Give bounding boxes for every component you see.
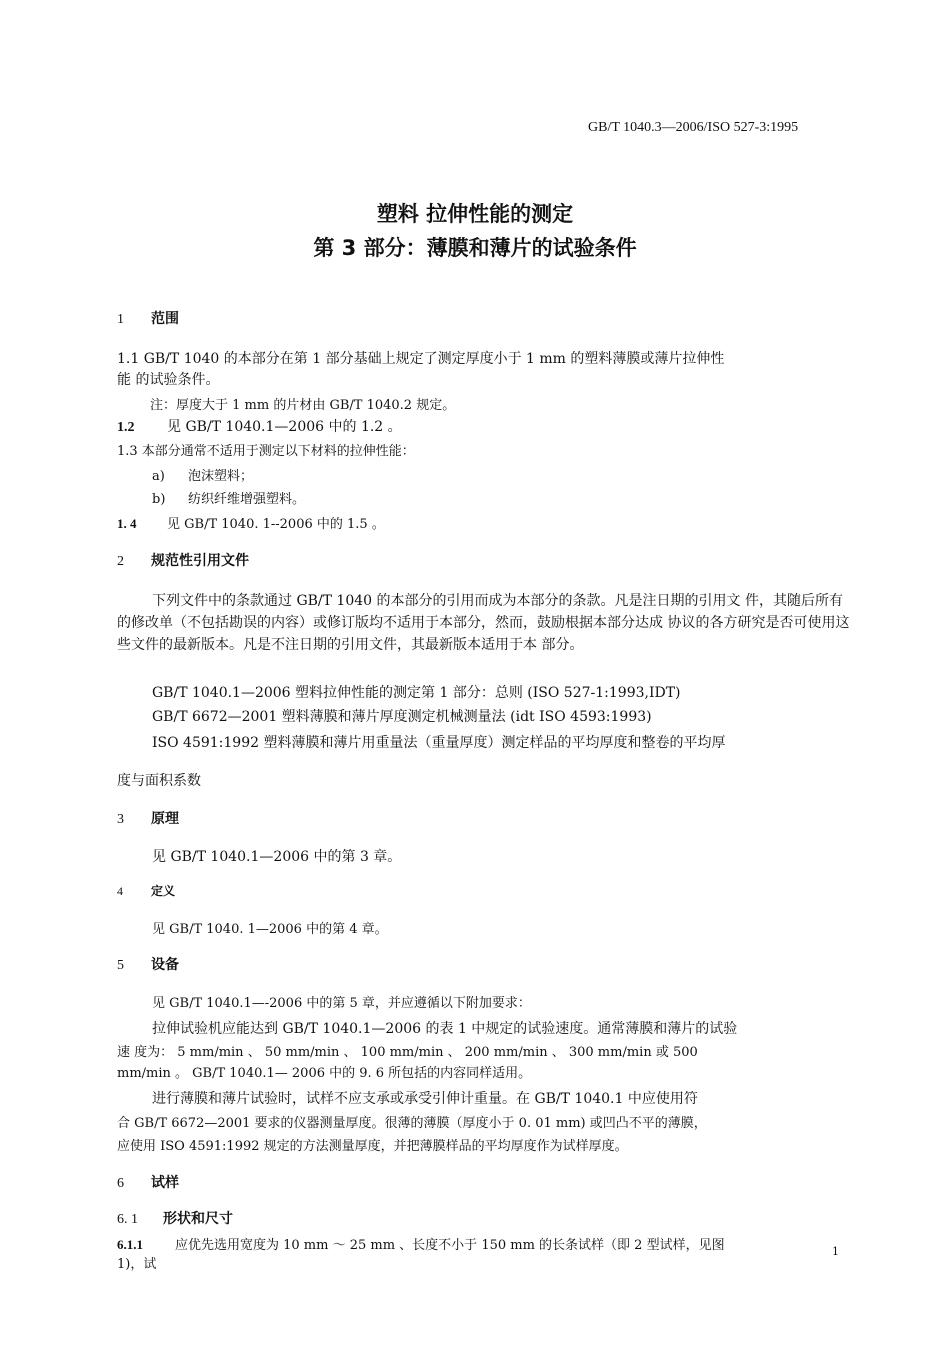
reference-item-cont: 度与面积系数 bbox=[117, 773, 201, 789]
clause-1-3: 1.3 本部分通常不适用于测定以下材料的拉伸性能： bbox=[117, 444, 415, 459]
section-4-heading bbox=[117, 882, 175, 899]
section-2-paragraph: 下列文件中的条款通过 GB/T 1040 的本部分的引用而成为本部分的条款。凡是注日期的引用文 件，其随后所有的修改单（不包括勘误的内容）或修订版均不适用于本部分，然而，鼓励根据本部分达成 协议的各方研究是否可使用这些文件的最新版本。凡是不注日期的引用文件，其最新版本适用于本 部分。 bbox=[117, 593, 850, 653]
list-text: 泡沫塑料； bbox=[188, 469, 254, 484]
section-number: 1 bbox=[117, 312, 124, 327]
clause-text: 应优先选用宽度为 10 mm ～ 25 mm 、长度不小于 150 mm 的长条试样（即 2 型试样，见图 bbox=[175, 1238, 725, 1253]
section-3-text: 见 GB/T 1040.1—2006 中的第 3 章。 bbox=[152, 849, 402, 865]
note-1: 注：厚度大于 1 mm 的片材由 GB/T 1040.2 规定。 bbox=[150, 398, 456, 413]
section-5-paragraph-2-cont: 速 度为： 5 mm/min 、 50 mm/min 、 100 mm/min 、 200 mm/min 、 300 mm/min 或 500 bbox=[117, 1045, 698, 1060]
reference-item: GB/T 1040.1—2006 塑料拉伸性能的测定第 1 部分：总则 (ISO 527-1:1993,IDT) bbox=[152, 685, 681, 701]
standard-code-header: GB/T 1040.3—2006/ISO 527-3:1995 bbox=[588, 120, 799, 135]
section-number: 2 bbox=[117, 554, 124, 569]
clause-number: 1.2 bbox=[117, 420, 135, 435]
section-3-heading bbox=[117, 808, 179, 828]
clause-text: 见 GB/T 1040.1—2006 中的 1.2 。 bbox=[167, 419, 402, 435]
section-title: 试样 bbox=[151, 1175, 179, 1191]
section-5-heading bbox=[117, 954, 179, 974]
clause-number: 6.1.1 bbox=[117, 1237, 143, 1252]
page-number: 1 bbox=[832, 1245, 839, 1258]
section-6-heading bbox=[117, 1172, 179, 1192]
section-title: 定义 bbox=[151, 884, 176, 898]
section-title: 原理 bbox=[151, 811, 179, 827]
document-title-line2: 第 3 部分：薄膜和薄片的试验条件 bbox=[313, 236, 637, 260]
list-item bbox=[152, 465, 253, 484]
section-number: 6 bbox=[117, 1176, 124, 1191]
section-5-paragraph-1: 见 GB/T 1040.1—-2006 中的第 5 章，并应遵循以下附加要求： bbox=[152, 996, 531, 1011]
section-title: 范围 bbox=[151, 311, 179, 327]
section-5-paragraph-2-cont: mm/min 。 GB/T 1040.1— 2006 中的 9. 6 所包括的内容同样适用。 bbox=[117, 1066, 532, 1081]
section-number: 5 bbox=[117, 958, 124, 973]
clause-number: 1. 4 bbox=[117, 516, 137, 531]
section-number: 4 bbox=[117, 884, 123, 898]
reference-item: GB/T 6672—2001 塑料薄膜和薄片厚度测定机械测量法 (idt ISO 4593:1993) bbox=[152, 709, 652, 725]
section-2-heading bbox=[117, 550, 249, 570]
section-title: 设备 bbox=[151, 957, 179, 973]
section-title: 规范性引用文件 bbox=[151, 553, 249, 569]
clause-1-1: 1.1 GB/T 1040 的本部分在第 1 部分基础上规定了测定厚度小于 1 mm 的塑料薄膜或薄片拉伸性 bbox=[117, 351, 725, 367]
subsection-6-1-heading bbox=[117, 1208, 233, 1228]
section-number: 3 bbox=[117, 812, 124, 827]
clause-1-4 bbox=[117, 513, 385, 532]
section-1-heading bbox=[117, 308, 179, 328]
clause-1-1-cont: 能 的试验条件。 bbox=[117, 372, 220, 388]
section-4-text: 见 GB/T 1040. 1—2006 中的第 4 章。 bbox=[152, 922, 388, 937]
section-number: 6. 1 bbox=[117, 1212, 138, 1227]
section-5-paragraph-3-cont: 应使用 ISO 4591:1992 规定的方法测量厚度，并把薄膜样品的平均厚度作为试样厚度。 bbox=[117, 1139, 628, 1154]
section-5-paragraph-3: 进行薄膜和薄片试验时，试样不应支承或承受引伸计重量。在 GB/T 1040.1 中应使用符 bbox=[152, 1091, 698, 1107]
section-5-paragraph-3-cont: 合 GB/T 6672—2001 要求的仪器测量厚度。很薄的薄膜（厚度小于 0. 01 mm) 或凹凸不平的薄膜， bbox=[117, 1116, 707, 1131]
list-item bbox=[152, 488, 305, 507]
clause-6-1-1 bbox=[117, 1234, 725, 1253]
document-title-line1: 塑料 拉伸性能的测定 bbox=[376, 202, 574, 226]
section-title: 形状和尺寸 bbox=[163, 1211, 233, 1227]
list-text: 纺织纤维增强塑料。 bbox=[188, 492, 306, 507]
reference-item: ISO 4591:1992 塑料薄膜和薄片用重量法（重量厚度）测定样品的平均厚度和整卷的平均厚 bbox=[152, 735, 726, 751]
list-marker: a) bbox=[152, 469, 165, 484]
clause-text: 见 GB/T 1040. 1--2006 中的 1.5 。 bbox=[167, 517, 385, 532]
list-marker: b) bbox=[152, 492, 166, 507]
clause-1-2 bbox=[117, 416, 402, 436]
section-5-paragraph-2: 拉伸试验机应能达到 GB/T 1040.1—2006 的表 1 中规定的试验速度。通常薄膜和薄片的试验 bbox=[152, 1021, 738, 1037]
clause-6-1-1-cont: 1)，试 bbox=[117, 1257, 157, 1272]
